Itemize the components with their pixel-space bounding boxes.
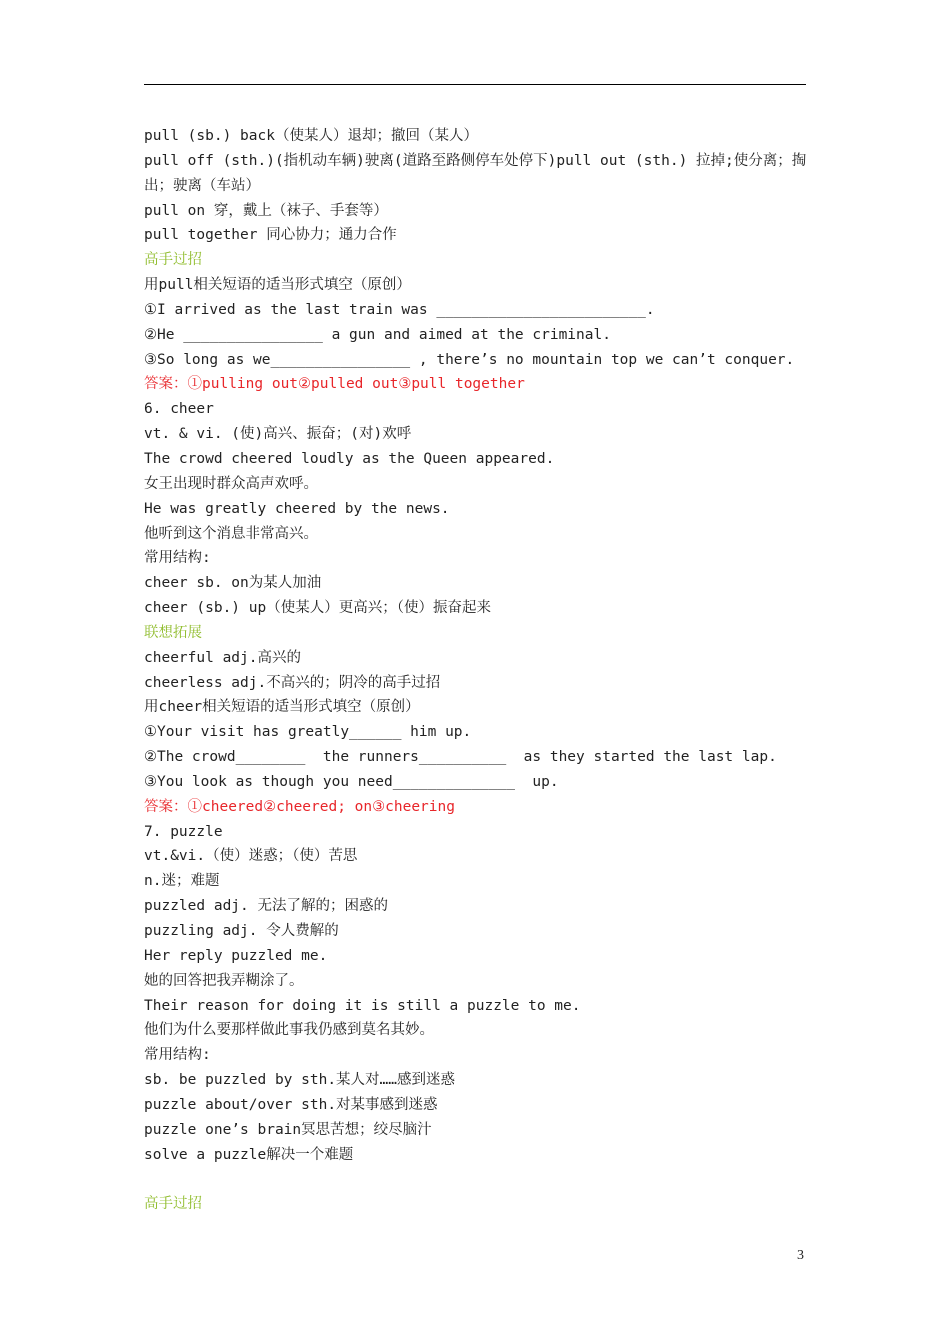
phrase-pull-on: pull on 穿，戴上（袜子、手套等） bbox=[144, 202, 388, 219]
example-translation: 女王出现时群众高声欢呼。 bbox=[144, 475, 318, 492]
structures-heading: 常用结构: bbox=[144, 550, 211, 567]
definition: puzzling adj. 令人费解的 bbox=[144, 923, 339, 939]
structure-item: puzzle about/over sth.对某事感到迷惑 bbox=[144, 1096, 438, 1113]
word-heading-puzzle: 7. puzzle bbox=[144, 823, 223, 840]
example-sentence: The crowd cheered loudly as the Queen appeared. bbox=[144, 450, 555, 467]
definition: vt. & vi. (使)高兴、振奋；(对)欢呼 bbox=[144, 426, 412, 443]
structure-item: cheer (sb.) up（使某人）更高兴；（使）振奋起来 bbox=[144, 600, 491, 617]
section-heading-practice: 高手过招 bbox=[144, 252, 202, 269]
phrase-pull-back: pull (sb.) back（使某人）退却；撤回（某人） bbox=[144, 128, 478, 144]
definition: n.迷；难题 bbox=[144, 873, 220, 890]
exercise-instruction: 用pull相关短语的适当形式填空（原创） bbox=[144, 277, 411, 294]
definition: vt.&vi.（使）迷惑；（使）苦思 bbox=[144, 848, 358, 865]
answer-line: 答案：①cheered②cheered; on③cheering bbox=[144, 798, 455, 815]
exercise-item: ①I arrived as the last train was ________________________. bbox=[144, 301, 655, 318]
example-sentence: Her reply puzzled me. bbox=[144, 947, 328, 964]
page-number: 3 bbox=[797, 1248, 804, 1263]
example-translation: 她的回答把我弄糊涂了。 bbox=[144, 972, 304, 989]
related-word: cheerless adj.不高兴的；阴冷的高手过招 bbox=[144, 674, 441, 691]
example-sentence: Their reason for doing it is still a puzzle to me. bbox=[144, 997, 581, 1014]
phrase-pull-off-out: pull off (sth.)(指机动车辆)驶离(道路至路侧停车处停下)pull out (sth.) 拉掉;使分离；掏出；驶离（车站） bbox=[144, 152, 807, 194]
example-translation: 他们为什么要那样做此事我仍感到莫名其妙。 bbox=[144, 1022, 434, 1039]
exercise-item: ①Your visit has greatly______ him up. bbox=[144, 724, 472, 741]
answer-line: 答案：①pulling out②pulled out③pull together bbox=[144, 376, 525, 393]
structure-item: cheer sb. on为某人加油 bbox=[144, 575, 322, 592]
section-heading-practice: 高手过招 bbox=[144, 1196, 202, 1213]
word-heading-cheer: 6. cheer bbox=[144, 401, 214, 418]
exercise-item: ③So long as we________________ , there’s no mountain top we can’t conquer. bbox=[144, 351, 795, 368]
document-body bbox=[144, 124, 808, 1217]
exercise-item: ②The crowd________ the runners__________ as they started the last lap. bbox=[144, 749, 777, 766]
example-translation: 他听到这个消息非常高兴。 bbox=[144, 525, 318, 542]
exercise-instruction: 用cheer相关短语的适当形式填空（原创） bbox=[144, 699, 420, 716]
blank-line bbox=[144, 1167, 808, 1192]
exercise-item: ②He ________________ a gun and aimed at the criminal. bbox=[144, 326, 611, 343]
example-sentence: He was greatly cheered by the news. bbox=[144, 500, 450, 517]
exercise-item: ③You look as though you need______________ up. bbox=[144, 773, 559, 790]
phrase-pull-together: pull together 同心协力；通力合作 bbox=[144, 227, 397, 244]
structure-item: sb. be puzzled by sth.某人对……感到迷惑 bbox=[144, 1072, 456, 1089]
section-heading-extension: 联想拓展 bbox=[144, 624, 202, 641]
header-rule bbox=[144, 84, 806, 85]
definition: puzzled adj. 无法了解的；困惑的 bbox=[144, 898, 388, 915]
structures-heading: 常用结构: bbox=[144, 1047, 211, 1064]
related-word: cheerful adj.高兴的 bbox=[144, 649, 301, 666]
structure-item: puzzle one’s brain冥思苦想；绞尽脑汁 bbox=[144, 1121, 432, 1138]
structure-item: solve a puzzle解决一个难题 bbox=[144, 1146, 354, 1163]
